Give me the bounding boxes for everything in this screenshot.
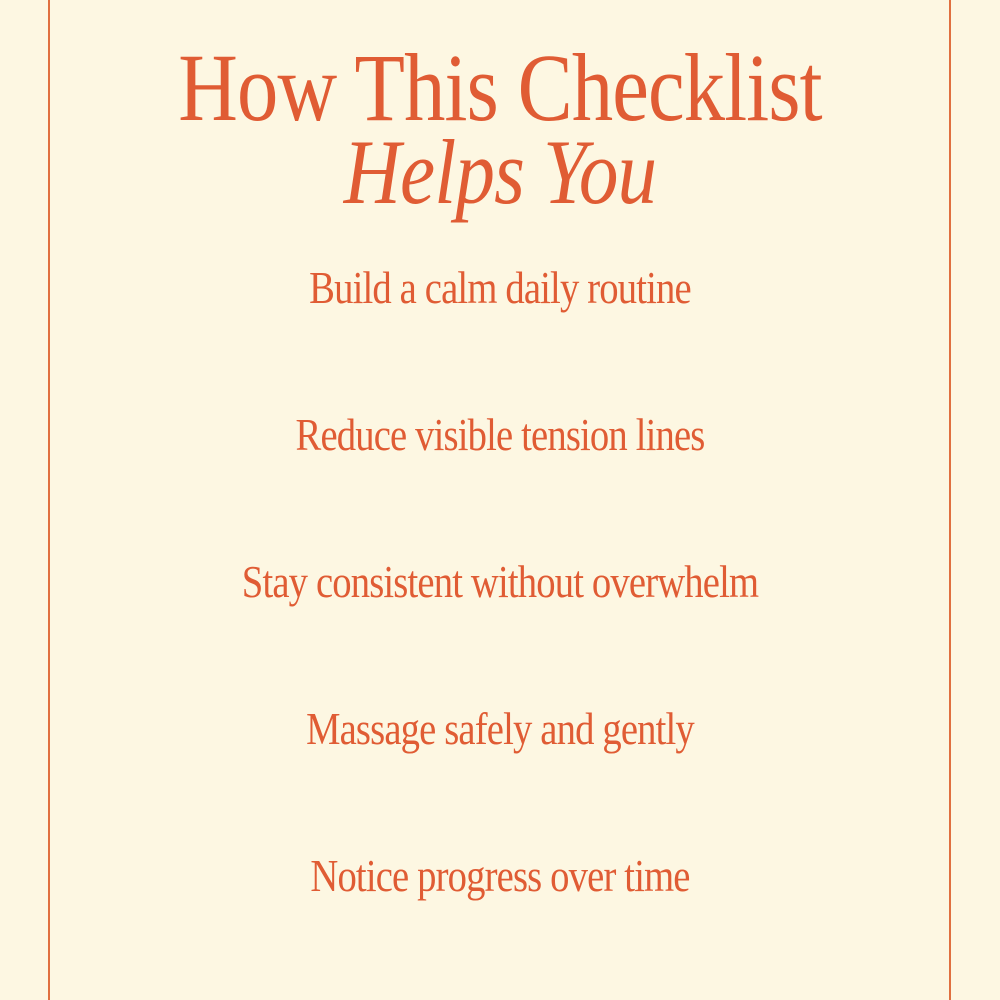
right-border-line bbox=[949, 0, 951, 1000]
benefit-item: Reduce visible tension lines bbox=[295, 409, 705, 460]
benefit-item: Build a calm daily routine bbox=[309, 262, 691, 313]
benefit-item: Stay consistent without overwhelm bbox=[241, 556, 759, 607]
page-subtitle: Helps You bbox=[343, 121, 657, 223]
left-border-line bbox=[48, 0, 50, 1000]
benefit-item: Massage safely and gently bbox=[306, 703, 694, 754]
benefit-item: Notice progress over time bbox=[310, 850, 690, 901]
page-title: How This Checklist bbox=[178, 34, 822, 141]
